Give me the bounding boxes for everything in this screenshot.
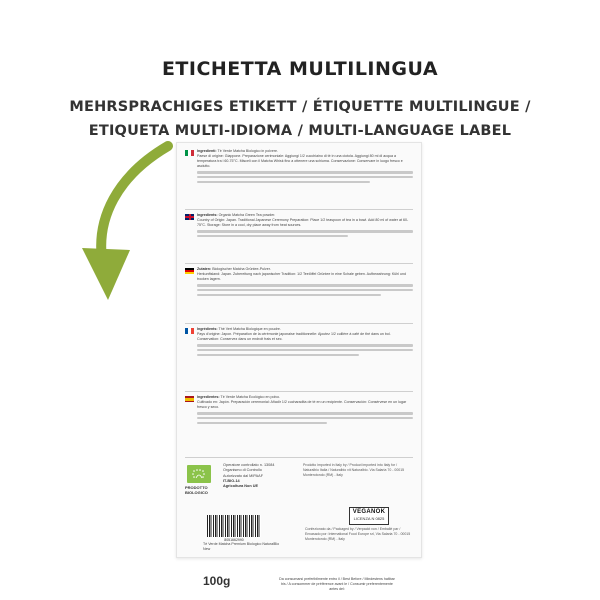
- operator-agriculture: Agricoltura Non UE: [223, 484, 259, 489]
- operator-line-1: Operatore controllato n. 13084: [223, 463, 275, 467]
- subtitle-line-2: ETIQUETA MULTI-IDIOMA / MULTI-LANGUAGE LABEL: [88, 123, 512, 139]
- page-subtitle: [40, 95, 560, 143]
- ingredients-text-de: Biologischer Matcha Grüntee-Pulver.: [212, 267, 271, 271]
- text-lines: [197, 412, 413, 423]
- section-french: [185, 327, 413, 358]
- net-weight: 100g: [203, 574, 231, 588]
- spain-flag-icon: [185, 396, 194, 402]
- packed-by-text: Confezionato da / Packaged by / Verpackt von / Emballé par / Envasado por: International Food Europe srl, Via Salaria 70 - 00015 Monterotondo (RM) - Italy: [305, 527, 411, 541]
- ingredients-text-en: Organic Matcha Green Tea powder.: [218, 213, 276, 217]
- veganok-code: LICENZA N 0825: [353, 516, 385, 521]
- ingredients-text-it: Tè Verde Matcha Biologico in polvere.: [217, 149, 279, 153]
- product-label: [176, 142, 422, 591]
- divider: [185, 457, 413, 458]
- france-flag-icon: [185, 328, 194, 334]
- leaf-stars-icon: [191, 468, 207, 480]
- organic-caption: PRODOTTO BIOLOGICO: [185, 485, 208, 495]
- section-text-es: Cultivado en: Japón. Preparación ceremonial: Añadir 1/2 cucharadita de té en un recipiente. Conservación: Consérvese en un lugar fresco y seco.: [197, 400, 407, 409]
- divider: [185, 323, 413, 324]
- ingredients-text-es: Té Verde Matcha Ecológico en polvo.: [220, 395, 281, 399]
- veganok-name: VEGANOK: [352, 509, 386, 515]
- ingredients-prefix-es: Ingredientes:: [197, 395, 220, 399]
- eu-organic-leaf-icon: [187, 465, 211, 483]
- divider: [185, 391, 413, 392]
- section-text-de: Herkunftsland: Japan. Zubereitung nach japanischer Tradition: 1/2 Teelöffel Grüntee in eine Schale geben. Aufbewahrung: Kühl und trocken lagern.: [197, 272, 407, 281]
- barcode-caption: Tè Verde Matcha Premium Biologico NaturalBio New: [203, 542, 280, 551]
- text-lines: [197, 284, 413, 295]
- barcode: [207, 515, 261, 537]
- section-italian: [185, 149, 413, 185]
- section-english: [185, 213, 413, 240]
- page-title: ETICHETTA MULTILINGUA: [161, 58, 439, 80]
- ingredients-prefix-it: Ingredienti:: [197, 149, 217, 153]
- italy-flag-icon: [185, 150, 194, 156]
- curved-arrow-icon: [70, 140, 180, 310]
- operator-code: IT-BIO-14: [223, 478, 240, 483]
- ingredients-prefix-de: Zutaten:: [197, 267, 212, 271]
- veganok-badge: [349, 507, 389, 525]
- barcode-number: 8051662990: [224, 538, 244, 542]
- text-lines: [197, 344, 413, 355]
- text-lines: [197, 230, 413, 237]
- section-text-en: Country of Origin: Japan. Traditional Japanese Ceremony Preparation: Place 1/2 teaspoon of tea in a bowl. Add 80 ml of water at 60-75°C. Storage: Store in a cool, dry place away from heat sources.: [197, 218, 409, 227]
- section-german: [185, 267, 413, 298]
- divider: [185, 209, 413, 210]
- germany-flag-icon: [185, 268, 194, 274]
- best-before-text: Da consumarsi preferibilmente entro il / Best Before / Mindestens haltbar bis / A consommer de préférence avant le / Consumir preferentemente antes del:: [279, 577, 395, 591]
- subtitle-line-1: MEHRSPRACHIGES ETIKETT / ÉTIQUETTE MULTILINGUE /: [69, 99, 531, 115]
- ingredients-prefix-fr: Ingrédients:: [197, 327, 218, 331]
- divider: [185, 263, 413, 264]
- section-text-fr: Pays d'origine: Japon. Préparation de la cérémonie japonaise traditionnelle: Ajoutez 1/2 cuillère à café de thé dans un bol. Conservation: Conservez dans un endroit frais et sec.: [197, 332, 391, 341]
- section-text-it: Paese di origine: Giappone. Preparazione cerimoniale: Aggiungi 1/2 cucchiaino di tè in una ciotola. Aggiungi 80 ml di acqua a temperatura tra i 60-75°C. Misceli con il Matcha Whisk fino a ottenere una schiuma. Conservazione: Conservare in luogo fresco e asciutto.: [197, 154, 403, 168]
- operator-line-2: Organismo di Controllo: [223, 468, 262, 473]
- section-spanish: [185, 395, 413, 426]
- text-lines: [197, 171, 413, 182]
- ingredients-prefix-en: Ingredients:: [197, 213, 218, 217]
- uk-flag-icon: [185, 214, 194, 220]
- ingredients-text-fr: Thé Vert Matcha Biologique en poudre.: [218, 327, 281, 331]
- operator-block: [223, 463, 297, 489]
- operator-line-3: Autorizzato dal MIPAAF: [223, 473, 264, 478]
- producer-text: Prodotto imported in Italy by / Product imported into Italy for / Naturalbio Italia / Naturalbio vit Naturalbio. Via Salaria 70 - 00015 Monterotondo (RM) - Italy: [303, 463, 405, 477]
